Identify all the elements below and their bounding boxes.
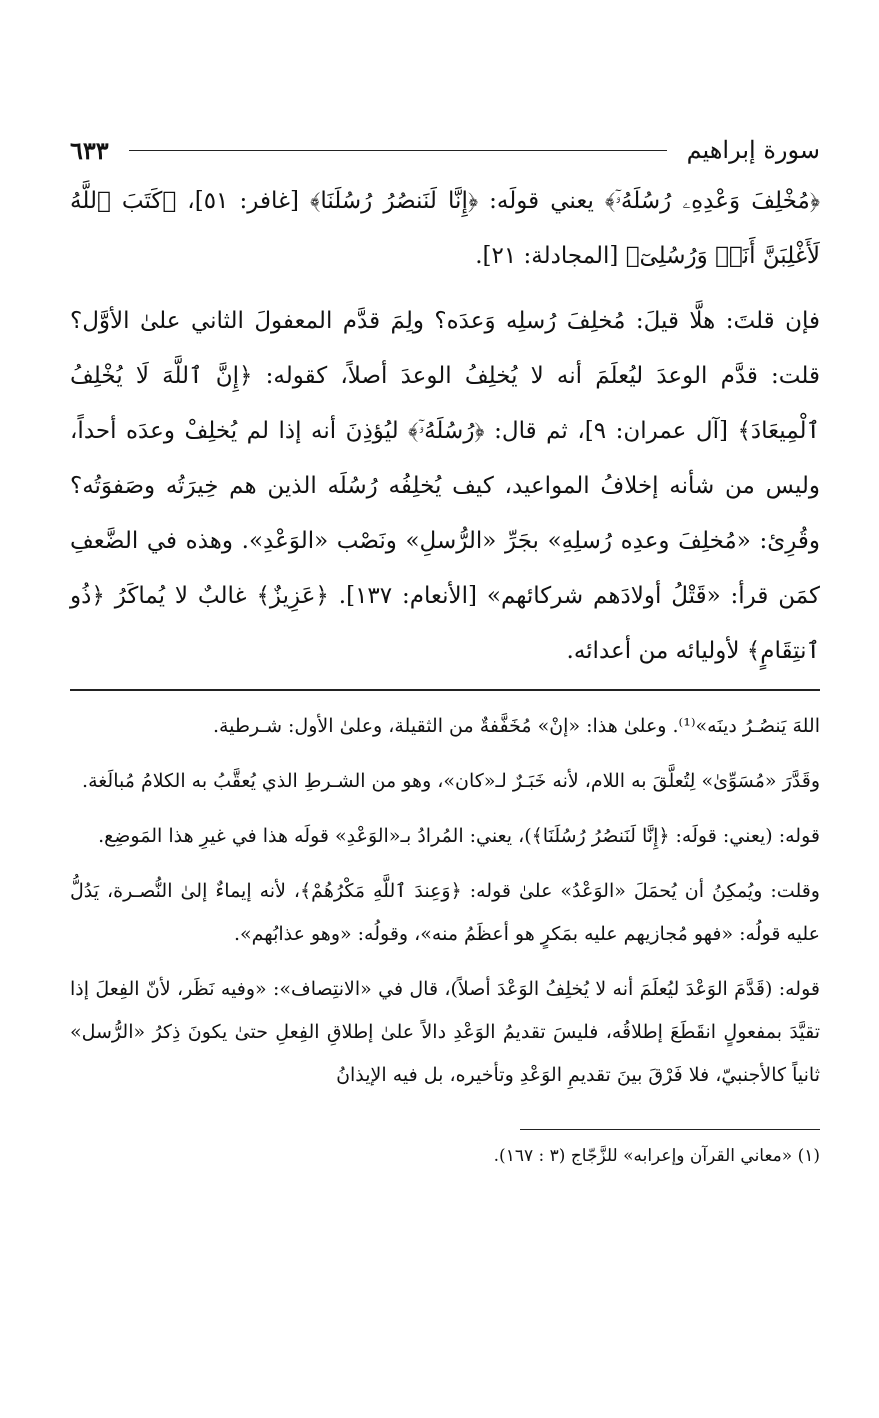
commentary-paragraph: وقَدَّرَ «مُسَوِّىٰ» لِتُعلَّقَ به اللام، لأنه خَبَـرٌ لـ«كان»، وهو من الشـرطِ الذي يُعقَّبُ به الكلامُ مُبالَغة.: [82, 770, 820, 792]
book-page: [70, 128, 820, 1176]
header-rule: [129, 150, 667, 151]
main-paragraph: فإن قلتَ: هلَّا قيلَ: مُخلِفَ رُسلِه وَعدَه؟ ولِمَ قدَّم المعفولَ الثاني علىٰ الأوَّل؟ قلت: قدَّم الوعدَ ليُعلَمَ أنه لا يُخلِفُ الوعدَ أصلاً، كقوله: ﴿إِنَّ ٱللَّهَ لَا يُخْلِفُ ٱلْمِيعَادَ﴾ [آل عمران: ٩]، ثم قال: ﴿رُسُلَهُۥٓ﴾ ليُؤذِنَ أنه إذا لم يُخلِفْ وعدَه أحداً، وليس من شأنه إخلافُ المواعيد، كيف يُخلِفُه رُسُلَه الذين هم خِيرَتُه وصَفوَتُه؟ وقُرِئ: «مُخلِفَ وعدِه رُسلِهِ» بجَرِّ «الرُّسلِ» ونَصْب «الوَعْدِ». وهذه في الضَّعفِ كمَن قرأ: «قَتْلُ أولادَهم شركائهم» [الأنعام: ١٣٧]. ﴿عَزِيزٌ﴾ غالبٌ لا يُماكَرُ ﴿ذُو ٱنتِقَامٍ﴾ لأوليائه من أعدائه.: [70, 308, 821, 664]
main-paragraph: ﴿مُخْلِفَ وَعْدِهِۦ رُسُلَهُۥٓ﴾ يعني قولَه: ﴿إِنَّا لَنَنصُرُ رُسُلَنَا﴾ [غافر: ٥١]، ﴿كَتَبَ ٱللَّهُ لَأَغْلِبَنَّ أَنَا۠ وَرُسُلِىٓ﴾ [المجادلة: ٢١].: [70, 188, 820, 269]
section-separator: [70, 689, 820, 691]
main-text: [70, 174, 820, 679]
page-number: ٦٣٣: [70, 135, 109, 165]
commentary: [70, 705, 820, 1097]
commentary-paragraph: وقلت: ويُمكِنُ أن يُحمَلَ «الوَعْدُ» علىٰ قوله: ﴿وَعِندَ ٱللَّهِ مَكْرُهُمْ﴾، لأنه إيماءٌ إلىٰ النُّصـرة، يَدُلُّ عليه قولُه: «فهو مُجازيهم عليه بمَكرٍ هو أعظَمُ منه»، وقولُه: «وهو عذابُهم».: [70, 880, 820, 945]
surah-title: سورة إبراهيم: [686, 136, 820, 164]
commentary-paragraph: اللهَ يَنصُـرُ دينَه»⁽¹⁾. وعلىٰ هذا: «إنْ» مُخَفَّفةٌ من الثقيلة، وعلىٰ الأول: شـرطية.: [212, 715, 820, 737]
commentary-paragraph: قوله: (يعني: قولَه: ﴿إِنَّا لَنَنصُرُ رُسُلَنَا﴾)، يعني: المُرادُ بـ«الوَعْدِ» قولَه هذا في غيرِ هذا المَوضِع.: [98, 825, 820, 847]
footnote-rule-wrap: [70, 1109, 820, 1130]
footnote: (١) «معاني القرآن وإعرابه» للزَّجّاج (٣ : ١٦٧).: [493, 1146, 820, 1166]
running-header: [70, 128, 820, 172]
footnote-rule: [520, 1129, 820, 1130]
commentary-paragraph: قوله: (قَدَّمَ الوَعْدَ ليُعلَمَ أنه لا يُخلِفُ الوَعْدَ أصلاً)، قال في «الانتِصاف»: «وفيه نَظَر، لأنّ الفِعلَ إذا تقيَّدَ بمفعولٍ انقَطَعَ إطلاقُه، فليسَ تقديمُ الوَعْدِ دالاً علىٰ إطلاقِ الفِعلِ حتىٰ يكونَ ذِكرُ «الرُّسل» ثانياً كالأجنبيّ، فلا فَرْقَ بينَ تقديمِ الوَعْدِ وتأخيره، بل فيه الإيذانُ: [70, 978, 820, 1086]
